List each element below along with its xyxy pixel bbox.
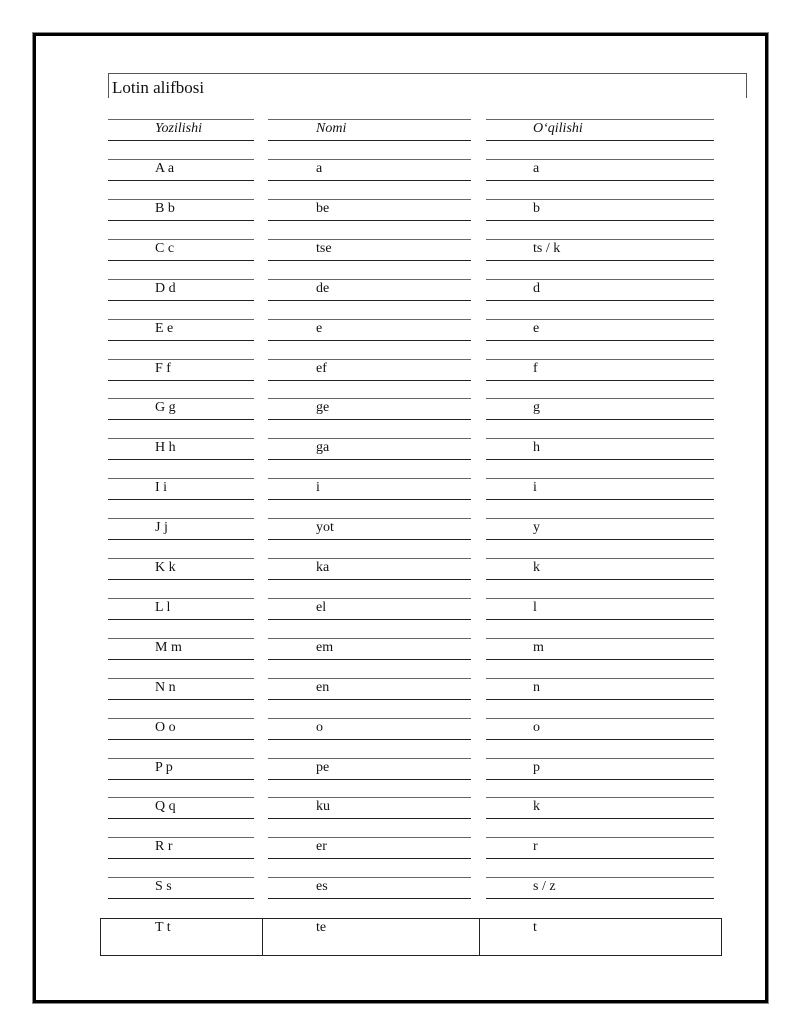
table-row [0, 478, 800, 500]
row-rule [268, 119, 471, 141]
cell-name: be [316, 201, 330, 216]
table-row [0, 837, 800, 859]
row-rule [486, 398, 714, 420]
cell-name: a [316, 161, 323, 176]
row-rule [108, 718, 254, 740]
row-rule [486, 678, 714, 700]
cell-name: ef [316, 361, 327, 376]
cell-letter: I i [155, 480, 168, 495]
cell-pronunciation: e [533, 321, 540, 336]
table-row [0, 279, 800, 301]
row-rule [108, 199, 254, 221]
cell-name: tse [316, 241, 332, 256]
row-rule [268, 758, 471, 780]
table-row [0, 877, 800, 899]
cell-name: ku [316, 799, 330, 814]
title-box [108, 73, 747, 98]
cell-pronunciation: m [533, 640, 544, 655]
cell-pronunciation: l [533, 600, 537, 615]
cell-letter: T t [155, 920, 171, 935]
cell-name: em [316, 640, 334, 655]
row-rule [268, 678, 471, 700]
row-rule [108, 279, 254, 301]
cell-name: ge [316, 400, 330, 415]
cell-letter: B b [155, 201, 175, 216]
cell-pronunciation: i [533, 480, 537, 495]
row-rule [268, 837, 471, 859]
cell-pronunciation: d [533, 281, 540, 296]
row-rule [486, 478, 714, 500]
row-rule [486, 877, 714, 899]
cell-name: el [316, 600, 327, 615]
row-rule [108, 478, 254, 500]
table-row [0, 239, 800, 261]
row-rule [108, 558, 254, 580]
row-rule [486, 359, 714, 381]
row-rule [486, 718, 714, 740]
cell-name: e [316, 321, 323, 336]
row-rule [108, 159, 254, 181]
row-rule [268, 239, 471, 261]
cell-letter: N n [155, 680, 176, 695]
row-rule [486, 638, 714, 660]
last-row-box [100, 918, 722, 956]
row-rule [486, 797, 714, 819]
row-rule [486, 199, 714, 221]
cell-letter: K k [155, 560, 176, 575]
table-row [0, 518, 800, 540]
row-rule [108, 758, 254, 780]
row-rule [108, 678, 254, 700]
cell-pronunciation: g [533, 400, 540, 415]
table-row [0, 159, 800, 181]
row-rule [268, 718, 471, 740]
table-row [0, 598, 800, 620]
table-row [0, 797, 800, 819]
row-rule [108, 239, 254, 261]
row-rule [486, 159, 714, 181]
table-row [0, 678, 800, 700]
header-yozilishi: Yozilishi [155, 121, 202, 136]
row-rule [268, 359, 471, 381]
table-row [0, 558, 800, 580]
row-rule [108, 359, 254, 381]
cell-name: i [316, 480, 320, 495]
cell-letter: A a [155, 161, 175, 176]
row-rule [268, 319, 471, 341]
document-title: Lotin alifbosi [112, 78, 205, 97]
cell-name: yot [316, 520, 334, 535]
column-divider [479, 919, 480, 955]
cell-name: es [316, 879, 328, 894]
header-nomi: Nomi [316, 121, 347, 136]
cell-pronunciation: p [533, 760, 540, 775]
table-row [0, 438, 800, 460]
row-rule [486, 438, 714, 460]
row-rule [108, 797, 254, 819]
cell-pronunciation: n [533, 680, 540, 695]
row-rule [268, 398, 471, 420]
row-rule [268, 279, 471, 301]
row-rule [108, 518, 254, 540]
row-rule [268, 598, 471, 620]
cell-pronunciation: ts / k [533, 241, 561, 256]
row-rule [108, 319, 254, 341]
row-rule [486, 319, 714, 341]
row-rule [268, 478, 471, 500]
cell-pronunciation: b [533, 201, 540, 216]
cell-letter: R r [155, 839, 173, 854]
table-row [0, 718, 800, 740]
cell-letter: G g [155, 400, 176, 415]
cell-name: te [316, 920, 327, 935]
row-rule [486, 119, 714, 141]
cell-letter: F f [155, 361, 171, 376]
row-rule [108, 598, 254, 620]
cell-pronunciation: k [533, 560, 540, 575]
row-rule [486, 279, 714, 301]
cell-name: en [316, 680, 330, 695]
table-header [0, 119, 800, 141]
cell-letter: D d [155, 281, 176, 296]
cell-letter: Q q [155, 799, 176, 814]
cell-letter: O o [155, 720, 176, 735]
row-rule [486, 558, 714, 580]
row-rule [268, 877, 471, 899]
cell-name: pe [316, 760, 330, 775]
cell-pronunciation: f [533, 361, 538, 376]
table-row [0, 638, 800, 660]
row-rule [268, 159, 471, 181]
row-rule [268, 638, 471, 660]
cell-letter: S s [155, 879, 172, 894]
row-rule [486, 758, 714, 780]
cell-letter: J j [155, 520, 168, 535]
row-rule [268, 558, 471, 580]
cell-name: ka [316, 560, 330, 575]
row-rule [486, 239, 714, 261]
row-rule [108, 837, 254, 859]
row-rule [108, 438, 254, 460]
cell-pronunciation: a [533, 161, 540, 176]
row-rule [486, 598, 714, 620]
cell-name: de [316, 281, 330, 296]
cell-pronunciation: o [533, 720, 540, 735]
cell-pronunciation: t [533, 920, 537, 935]
row-rule [108, 398, 254, 420]
cell-letter: P p [155, 760, 173, 775]
header-oqilishi: O‘qilishi [533, 121, 583, 136]
row-rule [268, 518, 471, 540]
cell-pronunciation: k [533, 799, 540, 814]
table-row [0, 398, 800, 420]
cell-name: er [316, 839, 327, 854]
row-rule [486, 837, 714, 859]
cell-name: ga [316, 440, 330, 455]
cell-pronunciation: y [533, 520, 540, 535]
cell-letter: E e [155, 321, 174, 336]
cell-letter: C c [155, 241, 175, 256]
cell-pronunciation: r [533, 839, 538, 854]
cell-letter: M m [155, 640, 182, 655]
column-divider [262, 919, 263, 955]
table-row [0, 199, 800, 221]
row-rule [486, 518, 714, 540]
table-row [0, 359, 800, 381]
table-row [0, 319, 800, 341]
row-rule [268, 199, 471, 221]
cell-letter: H h [155, 440, 176, 455]
row-rule [108, 877, 254, 899]
row-rule [268, 797, 471, 819]
cell-letter: L l [155, 600, 171, 615]
cell-pronunciation: s / z [533, 879, 556, 894]
table-row [0, 758, 800, 780]
cell-name: o [316, 720, 323, 735]
row-rule [268, 438, 471, 460]
cell-pronunciation: h [533, 440, 540, 455]
